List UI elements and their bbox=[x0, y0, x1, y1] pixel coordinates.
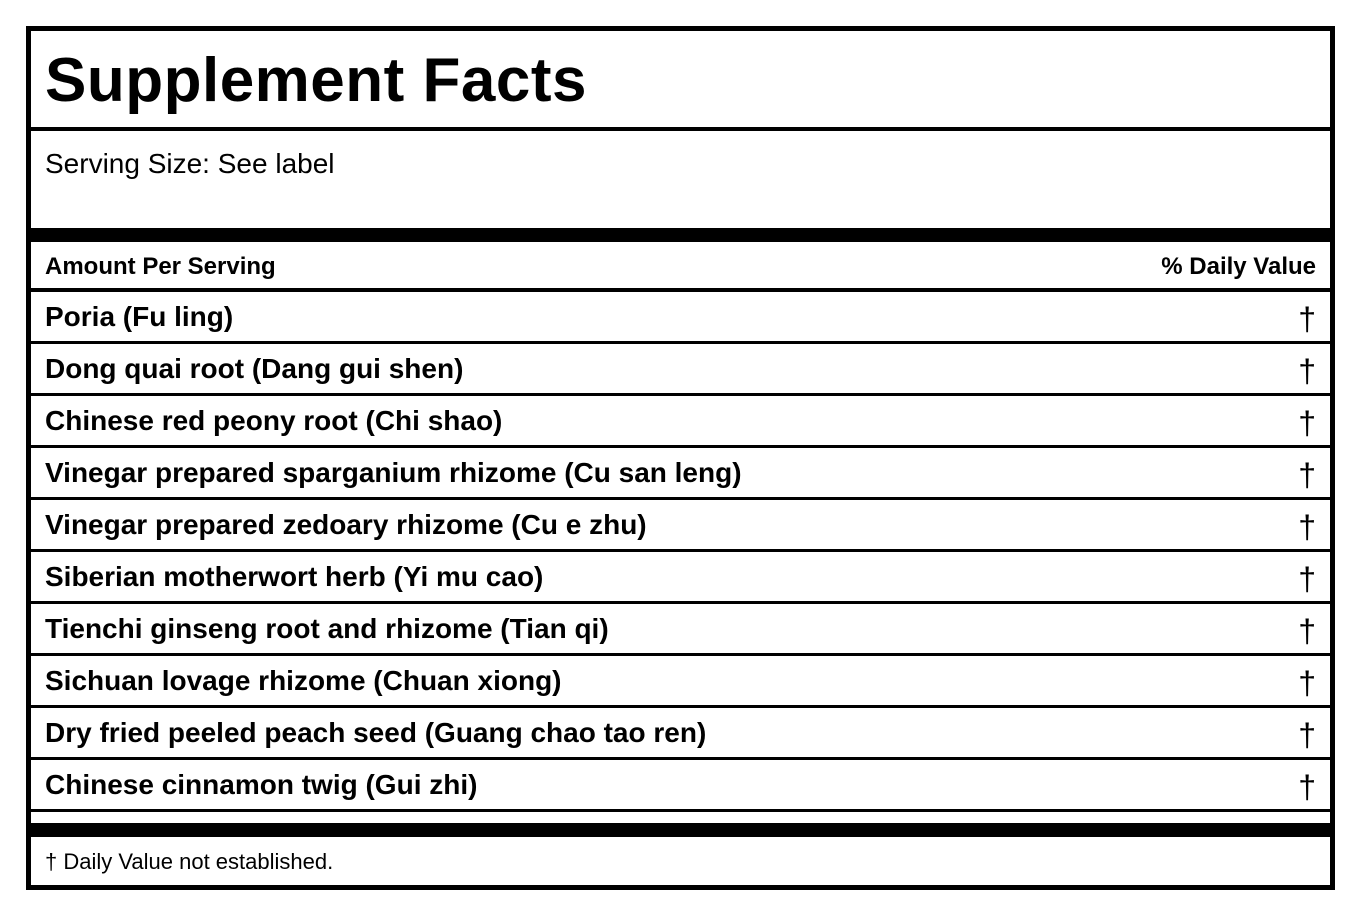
ingredient-daily-value: † bbox=[1298, 301, 1316, 337]
ingredient-row bbox=[31, 656, 1330, 708]
panel-title: Supplement Facts bbox=[45, 46, 587, 115]
amount-per-serving-header: Amount Per Serving bbox=[45, 253, 276, 280]
supplement-facts-panel bbox=[26, 26, 1335, 890]
ingredient-daily-value: † bbox=[1298, 561, 1316, 597]
ingredient-row bbox=[31, 500, 1330, 552]
title-section bbox=[31, 31, 1330, 131]
ingredient-name: Chinese cinnamon twig (Gui zhi) bbox=[45, 769, 478, 800]
ingredient-row bbox=[31, 708, 1330, 760]
ingredient-daily-value: † bbox=[1298, 769, 1316, 805]
ingredient-daily-value: † bbox=[1298, 717, 1316, 753]
ingredient-name: Vinegar prepared sparganium rhizome (Cu san leng) bbox=[45, 457, 742, 488]
ingredient-row bbox=[31, 344, 1330, 396]
ingredient-name: Sichuan lovage rhizome (Chuan xiong) bbox=[45, 665, 562, 696]
ingredient-daily-value: † bbox=[1298, 613, 1316, 649]
ingredient-name: Dong quai root (Dang gui shen) bbox=[45, 353, 464, 384]
ingredient-row bbox=[31, 552, 1330, 604]
ingredient-row bbox=[31, 760, 1330, 812]
ingredient-name: Vinegar prepared zedoary rhizome (Cu e zhu) bbox=[45, 509, 647, 540]
divider-thick-bottom bbox=[31, 823, 1330, 837]
ingredient-daily-value: † bbox=[1298, 457, 1316, 493]
ingredient-daily-value: † bbox=[1298, 405, 1316, 441]
ingredient-daily-value: † bbox=[1298, 509, 1316, 545]
ingredient-name: Siberian motherwort herb (Yi mu cao) bbox=[45, 561, 544, 592]
ingredient-row bbox=[31, 396, 1330, 448]
ingredient-name: Dry fried peeled peach seed (Guang chao tao ren) bbox=[45, 717, 707, 748]
ingredient-list bbox=[31, 292, 1330, 812]
ingredient-name: Tienchi ginseng root and rhizome (Tian qi) bbox=[45, 613, 609, 644]
footnote: † Daily Value not established. bbox=[45, 849, 334, 874]
ingredient-daily-value: † bbox=[1298, 665, 1316, 701]
ingredient-name: Poria (Fu ling) bbox=[45, 301, 234, 332]
ingredient-row bbox=[31, 292, 1330, 344]
daily-value-header: % Daily Value bbox=[1161, 253, 1316, 280]
serving-size: Serving Size: See label bbox=[45, 148, 335, 179]
ingredient-daily-value: † bbox=[1298, 353, 1316, 389]
ingredient-row bbox=[31, 448, 1330, 500]
divider-thick-top bbox=[31, 228, 1330, 242]
column-header-row bbox=[31, 242, 1330, 292]
ingredient-row bbox=[31, 604, 1330, 656]
ingredient-name: Chinese red peony root (Chi shao) bbox=[45, 405, 503, 436]
